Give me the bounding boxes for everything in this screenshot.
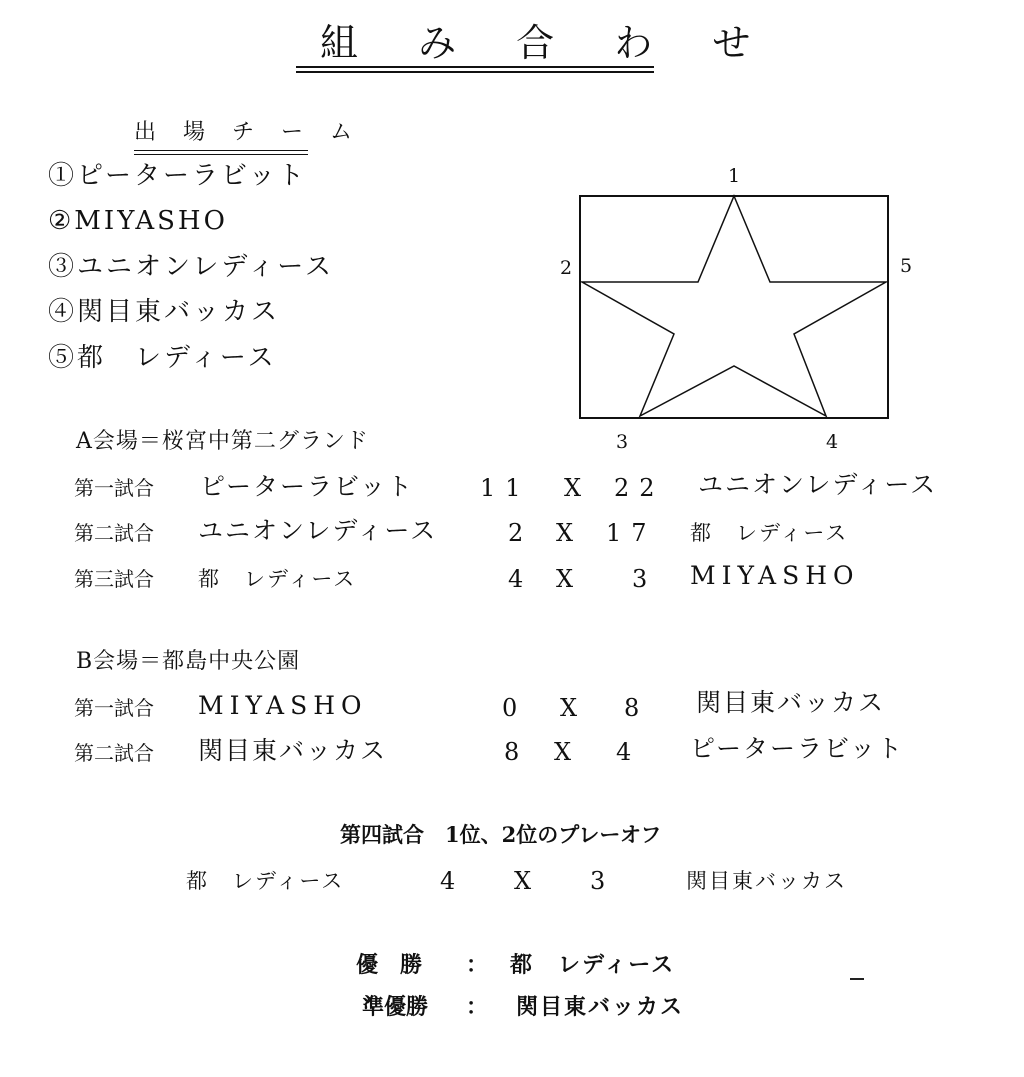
venue-a-game-2-label: 第二試合	[74, 521, 154, 545]
venue-a-game-1-label: 第一試合	[74, 476, 154, 500]
winner-label: 優 勝	[356, 952, 423, 978]
venue-a-game-3-label: 第三試合	[74, 567, 154, 591]
runner-up-team: 関目東バッカス	[516, 994, 685, 1020]
playoff-heading: 第四試合 1位、2位のプレーオフ	[340, 822, 662, 847]
venue-b-game-2-x: X	[554, 738, 572, 766]
venue-a-game-2-away: 都 レディース	[690, 521, 849, 545]
scan-mark	[850, 978, 864, 980]
winner-team: 都 レディース	[510, 952, 676, 978]
venue-b-game-2-away: ピーターラビット	[690, 734, 905, 763]
playoff-home: 都 レディース	[186, 869, 345, 893]
diagram-label-3: 3	[616, 431, 629, 453]
winner-separator: ：	[466, 952, 489, 978]
venue-a-game-3-away: MIYASHO	[690, 561, 860, 590]
team-item-4: ④関目東バッカス	[48, 297, 281, 327]
teams-heading-underline	[134, 150, 308, 151]
venue-b-game-2-home: 関目東バッカス	[198, 736, 388, 765]
team-item-2: ②MIYASHO	[48, 206, 228, 236]
venue-b-title: B会場＝都島中央公園	[76, 649, 301, 674]
venue-b-game-1-x: X	[560, 694, 578, 722]
venue-b-game-2-away-score: 4	[616, 738, 632, 766]
page-title: 組 み 合 わ せ	[320, 21, 775, 65]
team-item-1: ①ピーターラビット	[48, 161, 307, 191]
venue-b-game-1-home-score: 0	[502, 694, 518, 722]
playoff-home-score: 4	[440, 867, 456, 895]
venue-a-game-1-x: X	[564, 474, 582, 502]
venue-a-game-2-x: X	[556, 519, 574, 547]
playoff-away-score: 3	[590, 867, 606, 895]
venue-b-game-2-label: 第二試合	[74, 741, 154, 765]
venue-a-game-3-away-score: 3	[632, 565, 648, 593]
playoff-x: X	[514, 867, 532, 895]
runner-up-label: 準優勝	[362, 994, 429, 1020]
venue-a-game-3-home: 都 レディース	[198, 567, 357, 591]
venue-a-game-1-away: ユニオンレディース	[698, 470, 938, 499]
star-diagram-svg	[556, 162, 916, 462]
venue-a-game-1-home: ピーターラビット	[200, 472, 415, 501]
round-robin-diagram	[556, 162, 916, 462]
diagram-label-5: 5	[900, 255, 913, 277]
venue-b-game-1-away: 関目東バッカス	[696, 688, 886, 717]
diagram-label-2: 2	[560, 257, 573, 279]
team-item-5: ⑤都 レディース	[48, 343, 277, 373]
venue-a-game-1-away-score: 22	[614, 474, 665, 502]
venue-a-game-1-home-score: 11	[480, 474, 531, 502]
venue-a-game-3-home-score: 4	[508, 565, 524, 593]
venue-a-game-2-home: ユニオンレディース	[198, 516, 438, 545]
diagram-label-4: 4	[826, 431, 839, 453]
title-underline-double	[296, 71, 654, 73]
teams-heading-underline-double	[134, 154, 308, 155]
venue-a-game-2-home-score: 2	[508, 519, 524, 547]
title-underline	[296, 66, 654, 68]
runner-up-separator: ：	[466, 994, 489, 1020]
playoff-away: 関目東バッカス	[686, 869, 847, 893]
venue-b-game-2-home-score: 8	[504, 738, 520, 766]
team-item-3: ③ユニオンレディース	[48, 252, 334, 282]
venue-b-game-1-away-score: 8	[624, 694, 640, 722]
star-shape	[582, 196, 886, 416]
venue-b-game-1-label: 第一試合	[74, 696, 154, 720]
venue-a-game-3-x: X	[556, 565, 574, 593]
diagram-label-1: 1	[728, 165, 741, 187]
venue-a-title: A会場＝桜宮中第二グランド	[76, 429, 369, 454]
teams-heading: 出 場 チ ー ム	[134, 120, 362, 145]
venue-a-game-2-away-score: 17	[606, 519, 657, 547]
venue-b-game-1-home: MIYASHO	[198, 691, 368, 720]
